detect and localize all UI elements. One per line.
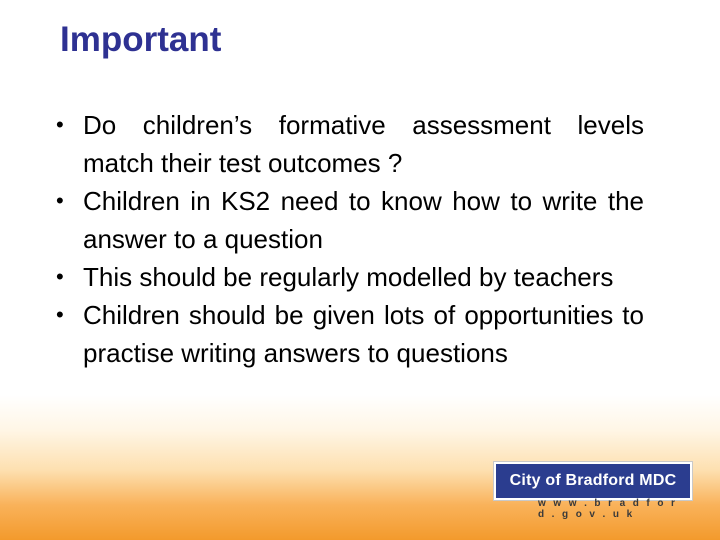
- slide-title: Important: [60, 20, 222, 59]
- bullet-marker: •: [56, 188, 64, 213]
- bullet-marker: •: [56, 264, 64, 289]
- bullet-text: Do children’s formative assessment levels match their test outcomes ?: [83, 110, 644, 178]
- bullet-marker: •: [56, 302, 64, 327]
- logo-url: w w w . b r a d f o r d . g o v . u k: [538, 498, 678, 520]
- bullet-item: [56, 182, 644, 258]
- bullet-item: [56, 296, 644, 372]
- bullet-item: [56, 106, 644, 182]
- logo-name: City of Bradford MDC: [509, 472, 677, 489]
- bradford-logo: [494, 462, 692, 520]
- logo-banner: [494, 462, 692, 500]
- bullet-marker: •: [56, 112, 64, 137]
- bullet-text: Children should be given lots of opportunities to practise writing answers to questions: [83, 300, 644, 368]
- bullet-text: This should be regularly modelled by teachers: [83, 262, 614, 292]
- bullet-text: Children in KS2 need to know how to write the answer to a question: [83, 186, 644, 254]
- bullet-list: [56, 106, 644, 372]
- bullet-item: [56, 258, 644, 296]
- logo-url-strip: [538, 500, 688, 518]
